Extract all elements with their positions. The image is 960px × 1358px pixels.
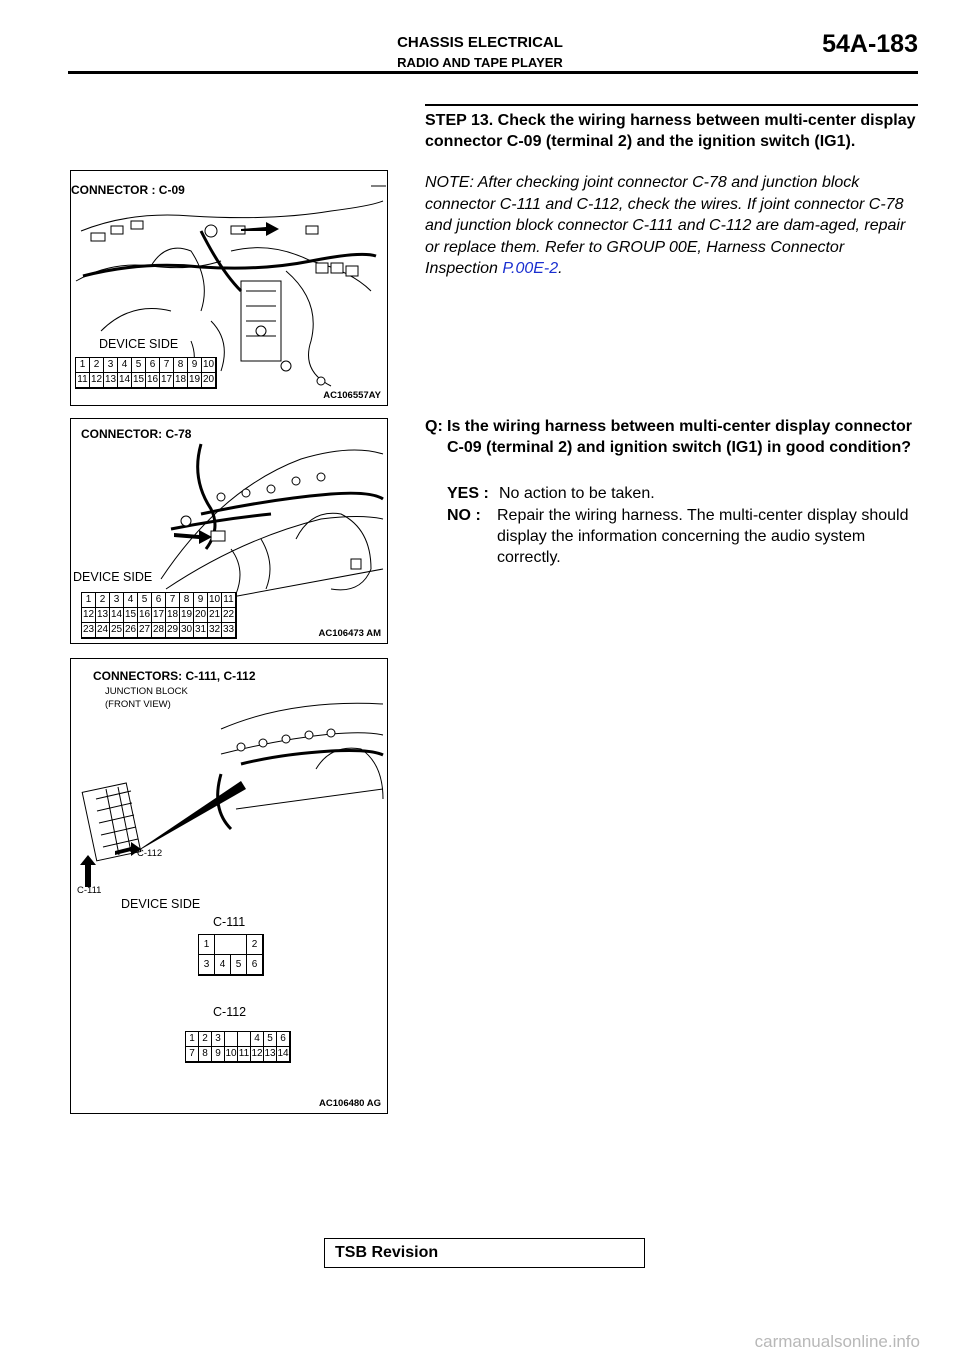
- figure-connector-c09: [70, 170, 388, 406]
- pin: 11: [76, 373, 90, 388]
- device-side-label: DEVICE SIDE: [99, 337, 179, 351]
- yes-text: No action to be taken.: [499, 485, 655, 502]
- pin: 12: [90, 373, 104, 388]
- pin: 17: [152, 608, 166, 623]
- pin: 5: [264, 1032, 277, 1047]
- callout-c112: C-112: [137, 848, 163, 859]
- pin: 16: [138, 608, 152, 623]
- yes-label: YES :: [447, 485, 489, 502]
- pin: 16: [146, 373, 160, 388]
- note-end: .: [558, 260, 563, 277]
- pin: 20: [202, 373, 216, 388]
- pin-blank: [215, 935, 247, 955]
- no-text: Repair the wiring harness. The multi-center display should display the information concerning the audio system correctly.: [497, 507, 909, 566]
- pin: 6: [146, 358, 160, 373]
- pin: 5: [132, 358, 146, 373]
- pin: 20: [194, 608, 208, 623]
- pin: 19: [180, 608, 194, 623]
- no-label: NO :: [447, 507, 481, 524]
- pin: 10: [208, 593, 222, 608]
- pin: 3: [212, 1032, 225, 1047]
- pin: 3: [199, 955, 215, 975]
- pin-blank: [225, 1032, 238, 1047]
- pin: 6: [152, 593, 166, 608]
- answer-no: [447, 505, 917, 568]
- pin-grid-c09: [75, 357, 217, 389]
- answer-yes: [447, 483, 917, 504]
- pin: 17: [160, 373, 174, 388]
- pin: 5: [138, 593, 152, 608]
- pin: 10: [202, 358, 216, 373]
- pin: 33: [222, 623, 236, 638]
- pin: 9: [188, 358, 202, 373]
- pin: 2: [90, 358, 104, 373]
- pin: 9: [194, 593, 208, 608]
- figure-connector-c78: [70, 418, 388, 644]
- pin: 6: [277, 1032, 290, 1047]
- device-side-label: DEVICE SIDE: [73, 570, 153, 584]
- pin-grid-c111: [198, 934, 264, 976]
- pin: 8: [174, 358, 188, 373]
- step-note: [425, 172, 920, 280]
- figure-title: CONNECTORS: C-111, C-112: [93, 669, 256, 683]
- figure-connectors-c111-c112: [70, 658, 388, 1114]
- pin: 31: [194, 623, 208, 638]
- pin: 1: [76, 358, 90, 373]
- step-heading: STEP 13. Check the wiring harness between multi-center display connector C-09 (terminal 2) and the ignition switch (IG1).: [425, 112, 916, 150]
- pin: 23: [82, 623, 96, 638]
- step-rule: [425, 104, 918, 106]
- pin: 9: [212, 1047, 225, 1062]
- pin: 28: [152, 623, 166, 638]
- callout-c111: C-111: [77, 885, 102, 896]
- tsb-revision-box: [324, 1238, 645, 1268]
- pin: 18: [174, 373, 188, 388]
- pin: 8: [199, 1047, 212, 1062]
- section-subtitle: RADIO AND TAPE PLAYER: [397, 55, 563, 70]
- pin: 14: [277, 1047, 290, 1062]
- pin: 3: [104, 358, 118, 373]
- pin: 19: [188, 373, 202, 388]
- pin: 13: [104, 373, 118, 388]
- front-view-label: (FRONT VIEW): [105, 699, 171, 710]
- tsb-revision-label: TSB Revision: [335, 1244, 439, 1261]
- figure-code: AC106557AY: [323, 390, 381, 401]
- pin: 14: [118, 373, 132, 388]
- pin: 22: [222, 608, 236, 623]
- page-number: 54A-183: [822, 30, 918, 58]
- pin-grid-c112: [185, 1031, 291, 1063]
- figure-title: CONNECTOR: C-78: [81, 427, 192, 441]
- section-title: CHASSIS ELECTRICAL: [397, 34, 563, 51]
- device-side-label: DEVICE SIDE: [121, 897, 201, 911]
- pin-grid-c78: [81, 592, 237, 639]
- figure-title: CONNECTOR : C-09: [71, 183, 185, 197]
- pin: 15: [124, 608, 138, 623]
- pin: 29: [166, 623, 180, 638]
- pin: 14: [110, 608, 124, 623]
- pin: 30: [180, 623, 194, 638]
- pin: 7: [186, 1047, 199, 1062]
- pin: 5: [231, 955, 247, 975]
- pin: 3: [110, 593, 124, 608]
- junction-block-label: JUNCTION BLOCK: [105, 686, 188, 697]
- pin: 11: [222, 593, 236, 608]
- pin: 12: [251, 1047, 264, 1062]
- c111-label: C-111: [213, 915, 246, 929]
- figure-code: AC106473 AM: [318, 628, 381, 639]
- pin: 21: [208, 608, 222, 623]
- pin-blank: [238, 1032, 251, 1047]
- pin: 4: [215, 955, 231, 975]
- pin: 6: [247, 955, 263, 975]
- pin: 7: [166, 593, 180, 608]
- figure-code: AC106480 AG: [319, 1098, 381, 1109]
- pin: 1: [199, 935, 215, 955]
- c112-label: C-112: [213, 1005, 247, 1019]
- pin: 2: [247, 935, 263, 955]
- pin: 13: [264, 1047, 277, 1062]
- pin: 1: [186, 1032, 199, 1047]
- pin: 8: [180, 593, 194, 608]
- question-label: Q:: [425, 418, 443, 435]
- pin: 1: [82, 593, 96, 608]
- question: [425, 416, 920, 458]
- pin: 4: [124, 593, 138, 608]
- pin: 12: [82, 608, 96, 623]
- pin: 15: [132, 373, 146, 388]
- pin: 13: [96, 608, 110, 623]
- pin: 27: [138, 623, 152, 638]
- note-text: NOTE: After checking joint connector C-78 and junction block connector C-111 and C-112, check the wires. If joint connector C-78 and junction block connector C-111 and C-112 are dam-aged, repair or replace them. Refer to GROUP 00E, Harness Connector Inspection: [425, 174, 906, 277]
- note-reference-link[interactable]: P.00E-2: [502, 260, 559, 277]
- pin: 4: [251, 1032, 264, 1047]
- pin: 11: [238, 1047, 251, 1062]
- pin: 32: [208, 623, 222, 638]
- pin: 7: [160, 358, 174, 373]
- pin: 4: [118, 358, 132, 373]
- header-rule: [68, 71, 918, 74]
- pin: 2: [96, 593, 110, 608]
- pin: 2: [199, 1032, 212, 1047]
- question-text: Is the wiring harness between multi-center display connector C-09 (terminal 2) and ignition switch (IG1) in good condition?: [447, 418, 912, 456]
- pin: 25: [110, 623, 124, 638]
- footer-watermark: carmanualsonline.info: [754, 1332, 920, 1351]
- pin: 18: [166, 608, 180, 623]
- pin: 10: [225, 1047, 238, 1062]
- pin: 26: [124, 623, 138, 638]
- pin: 24: [96, 623, 110, 638]
